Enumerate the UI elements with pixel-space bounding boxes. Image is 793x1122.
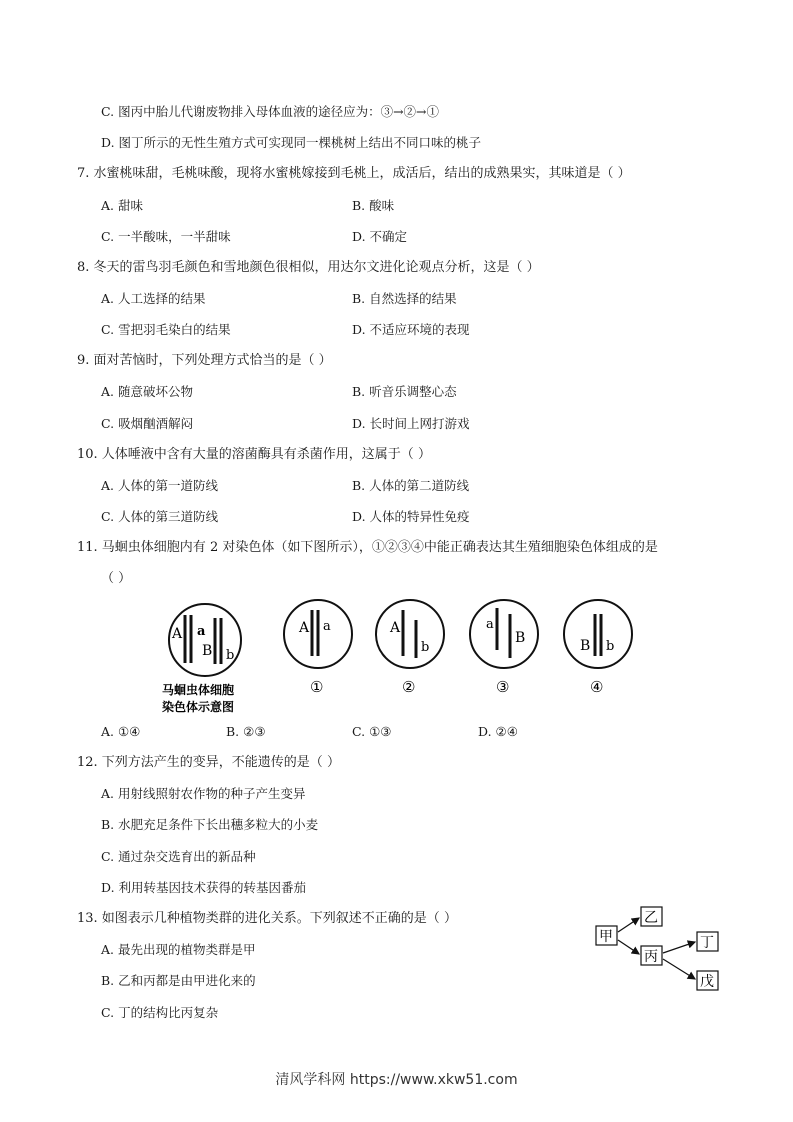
- label-B: B: [202, 643, 213, 659]
- q13-option-b: B. 乙和丙都是由甲进化来的: [101, 973, 256, 988]
- question-11: 11. 马蛔虫体细胞内有 2 对染色体（如下图所示），①②③④中能正确表达其生殖细胞染色体组成的是: [77, 540, 658, 555]
- q8-option-b: B. 自然选择的结果: [352, 291, 457, 306]
- cell-4-number: ④: [590, 678, 604, 696]
- cell-1-label-1: A: [299, 620, 310, 636]
- question-9: 9. 面对苦恼时，下列处理方式恰当的是（ ）: [77, 353, 332, 368]
- cell-3-label-1: a: [486, 617, 494, 632]
- arrow-bing-wu: [663, 959, 695, 979]
- question-10: 10. 人体唾液中含有大量的溶菌酶具有杀菌作用，这属于（ ）: [77, 447, 431, 462]
- question-7: 7. 水蜜桃味甜，毛桃味酸，现将水蜜桃嫁接到毛桃上，成活后，结出的成熟果实，其味道是（ ）: [77, 166, 631, 181]
- plant-evolution-diagram: [590, 903, 725, 995]
- question-8: 8. 冬天的雷鸟羽毛颜色和雪地颜色很相似，用达尔文进化论观点分析，这是（ ）: [77, 260, 540, 275]
- arrow-jia-yi: [618, 918, 639, 932]
- page-footer-watermark: 清风学科网 https://www.xkw51.com: [275, 1072, 518, 1088]
- body-cell-diagram: [162, 604, 241, 714]
- q10-option-a: A. 人体的第一道防线: [101, 478, 218, 493]
- q9-option-c: C. 吸烟酗酒解闷: [101, 416, 194, 431]
- q8-option-d: D. 不适应环境的表现: [352, 322, 470, 337]
- cell-1-diagram: [284, 600, 352, 696]
- q11-option-d: D. ②④: [478, 724, 518, 739]
- q12-option-c: C. 通过杂交选育出的新品种: [101, 849, 256, 864]
- q10-option-c: C. 人体的第三道防线: [101, 509, 219, 524]
- question-12: 12. 下列方法产生的变异，不能遗传的是（ ）: [77, 755, 340, 770]
- cell-4-diagram: [564, 600, 632, 696]
- label-b: b: [226, 648, 235, 663]
- q12-option-b: B. 水肥充足条件下长出穗多粒大的小麦: [101, 817, 319, 832]
- cell-3-diagram: [470, 600, 538, 696]
- node-wu: 戊: [700, 974, 714, 990]
- cell-3-number: ③: [496, 678, 510, 696]
- q11-option-b: B. ②③: [226, 724, 266, 739]
- figure-caption-line1: 马蛔虫体细胞: [162, 683, 235, 697]
- cell-2-label-2: b: [421, 640, 430, 655]
- node-yi: 乙: [644, 910, 658, 926]
- q13-option-a: A. 最先出现的植物类群是甲: [101, 942, 256, 957]
- q8-option-c: C. 雪把羽毛染白的结果: [101, 322, 231, 337]
- label-A: A: [172, 626, 183, 642]
- q7-option-c: C. 一半酸味，一半甜味: [101, 229, 231, 244]
- cell-2-number: ②: [402, 678, 416, 696]
- q7-option-d: D. 不确定: [352, 229, 408, 244]
- cell-2-label-1: A: [390, 620, 401, 636]
- question-13: 13. 如图表示几种植物类群的进化关系。下列叙述不正确的是（ ）: [77, 911, 457, 926]
- cell-3-label-2: B: [515, 630, 526, 646]
- q12-option-d: D. 利用转基因技术获得的转基因番茄: [101, 880, 307, 895]
- q13-option-c: C. 丁的结构比丙复杂: [101, 1005, 219, 1020]
- q9-option-d: D. 长时间上网打游戏: [352, 416, 470, 431]
- q11-option-c: C. ①③: [352, 724, 392, 739]
- q8-option-a: A. 人工选择的结果: [101, 291, 206, 306]
- arrow-bing-ding: [663, 942, 695, 953]
- q7-option-b: B. 酸味: [352, 198, 395, 213]
- q9-option-a: A. 随意破坏公物: [101, 384, 193, 399]
- q10-option-d: D. 人体的特异性免疫: [352, 509, 470, 524]
- q10-option-b: B. 人体的第二道防线: [352, 478, 470, 493]
- figure-caption-line2: 染色体示意图: [162, 700, 235, 714]
- chromosome-figure: [160, 598, 650, 718]
- cell-4-label-1: B: [580, 638, 591, 654]
- q9-option-b: B. 听音乐调整心态: [352, 384, 457, 399]
- cell-2-diagram: [376, 600, 444, 696]
- q11-option-a: A. ①④: [101, 724, 141, 739]
- node-jia: 甲: [599, 929, 613, 945]
- cell-1-number: ①: [310, 678, 324, 696]
- cell-4-label-2: b: [606, 639, 615, 654]
- cell-1-label-2: a: [323, 619, 331, 634]
- question-11-answer-paren: （ ）: [101, 571, 132, 586]
- q6-option-d: D. 图丁所示的无性生殖方式可实现同一棵桃树上结出不同口味的桃子: [101, 135, 482, 150]
- q6-option-c: C. 图丙中胎儿代谢废物排入母体血液的途径应为：③→②→①: [101, 104, 440, 119]
- q12-option-a: A. 用射线照射农作物的种子产生变异: [101, 786, 306, 801]
- q7-option-a: A. 甜味: [101, 198, 143, 213]
- arrow-jia-bing: [618, 940, 639, 954]
- node-ding: 丁: [700, 935, 714, 951]
- label-a: a: [197, 624, 206, 639]
- node-bing: 丙: [644, 949, 658, 965]
